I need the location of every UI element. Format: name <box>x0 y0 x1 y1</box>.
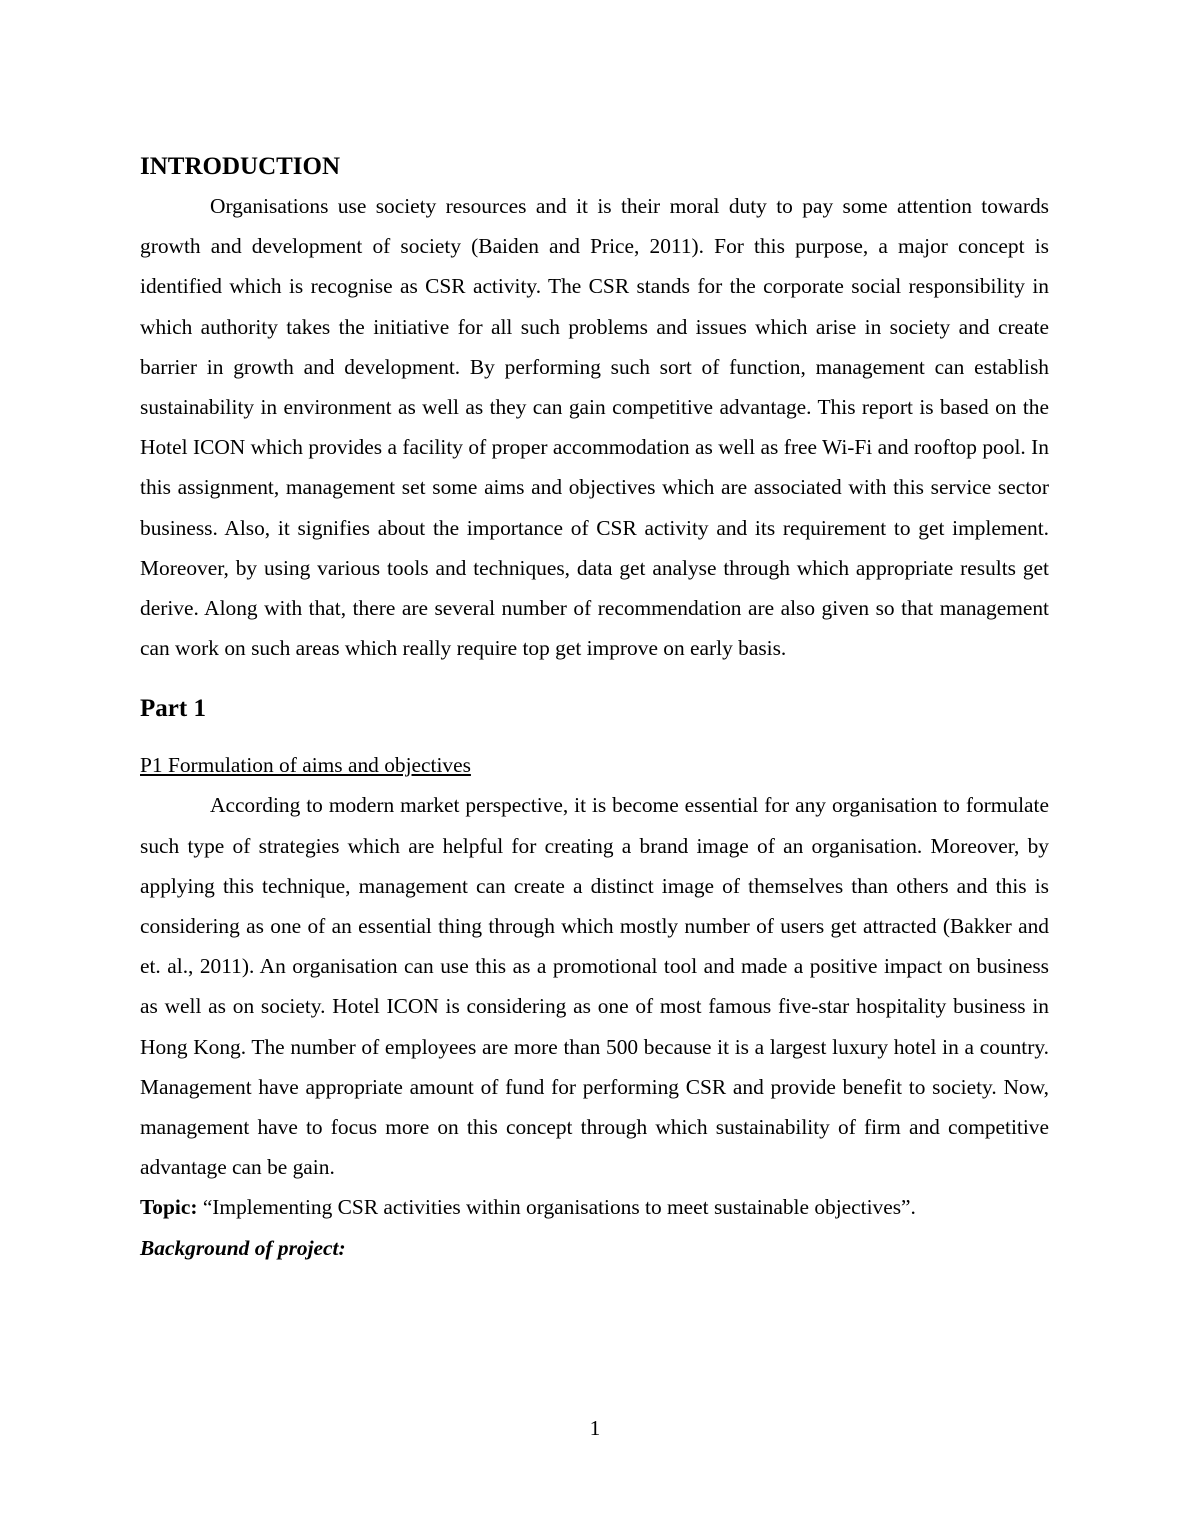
topic-line <box>140 1187 1049 1227</box>
introduction-heading: INTRODUCTION <box>140 153 341 180</box>
topic-label: Topic: <box>140 1195 198 1220</box>
p1-subheading: P1 Formulation of aims and objectives <box>140 753 471 778</box>
document-page <box>140 148 1049 1268</box>
page-number: 1 <box>589 1416 601 1440</box>
introduction-paragraph: Organisations use society resources and it is their moral duty to pay some attention towards growth and development of society (Baiden and Price, 2011). For this purpose, a major concept is identified which is recognise as CSR activity. The CSR stands for the corporate social responsibility in which authority takes the initiative for all such problems and issues which arise in society and create barrier in growth and development. By performing such sort of function, management can establish sustainability in environment as well as they can gain competitive advantage. This report is based on the Hotel ICON which provides a facility of proper accommodation as well as free Wi-Fi and rooftop pool. In this assignment, management set some aims and objectives which are associated with this service sector business. Also, it signifies about the importance of CSR activity and its requirement to get implement. Moreover, by using various tools and techniques, data get analyse through which appropriate results get derive. Along with that, there are several number of recommendation are also given so that management can work on such areas which really require top get improve on early basis. <box>140 194 1049 661</box>
topic-text: “Implementing CSR activities within organisations to meet sustainable objectives”. <box>197 1195 916 1220</box>
p1-paragraph: According to modern market perspective, it is become essential for any organisation to formulate such type of strategies which are helpful for creating a brand image of an organisation. Moreover, by applying this technique, management can create a distinct image of themselves than others and this is considering as one of an essential thing through which mostly number of users get attracted (Bakker and et. al., 2011). An organisation can use this as a promotional tool and made a positive impact on business as well as on society. Hotel ICON is considering as one of most famous five-star hospitality business in Hong Kong. The number of employees are more than 500 because it is a largest luxury hotel in a country. Management have appropriate amount of fund for performing CSR and provide benefit to society. Now, management have to focus more on this concept through which sustainability of firm and competitive advantage can be gain. <box>140 793 1049 1180</box>
background-heading: Background of project: <box>140 1235 346 1260</box>
part1-heading: Part 1 <box>140 695 206 723</box>
